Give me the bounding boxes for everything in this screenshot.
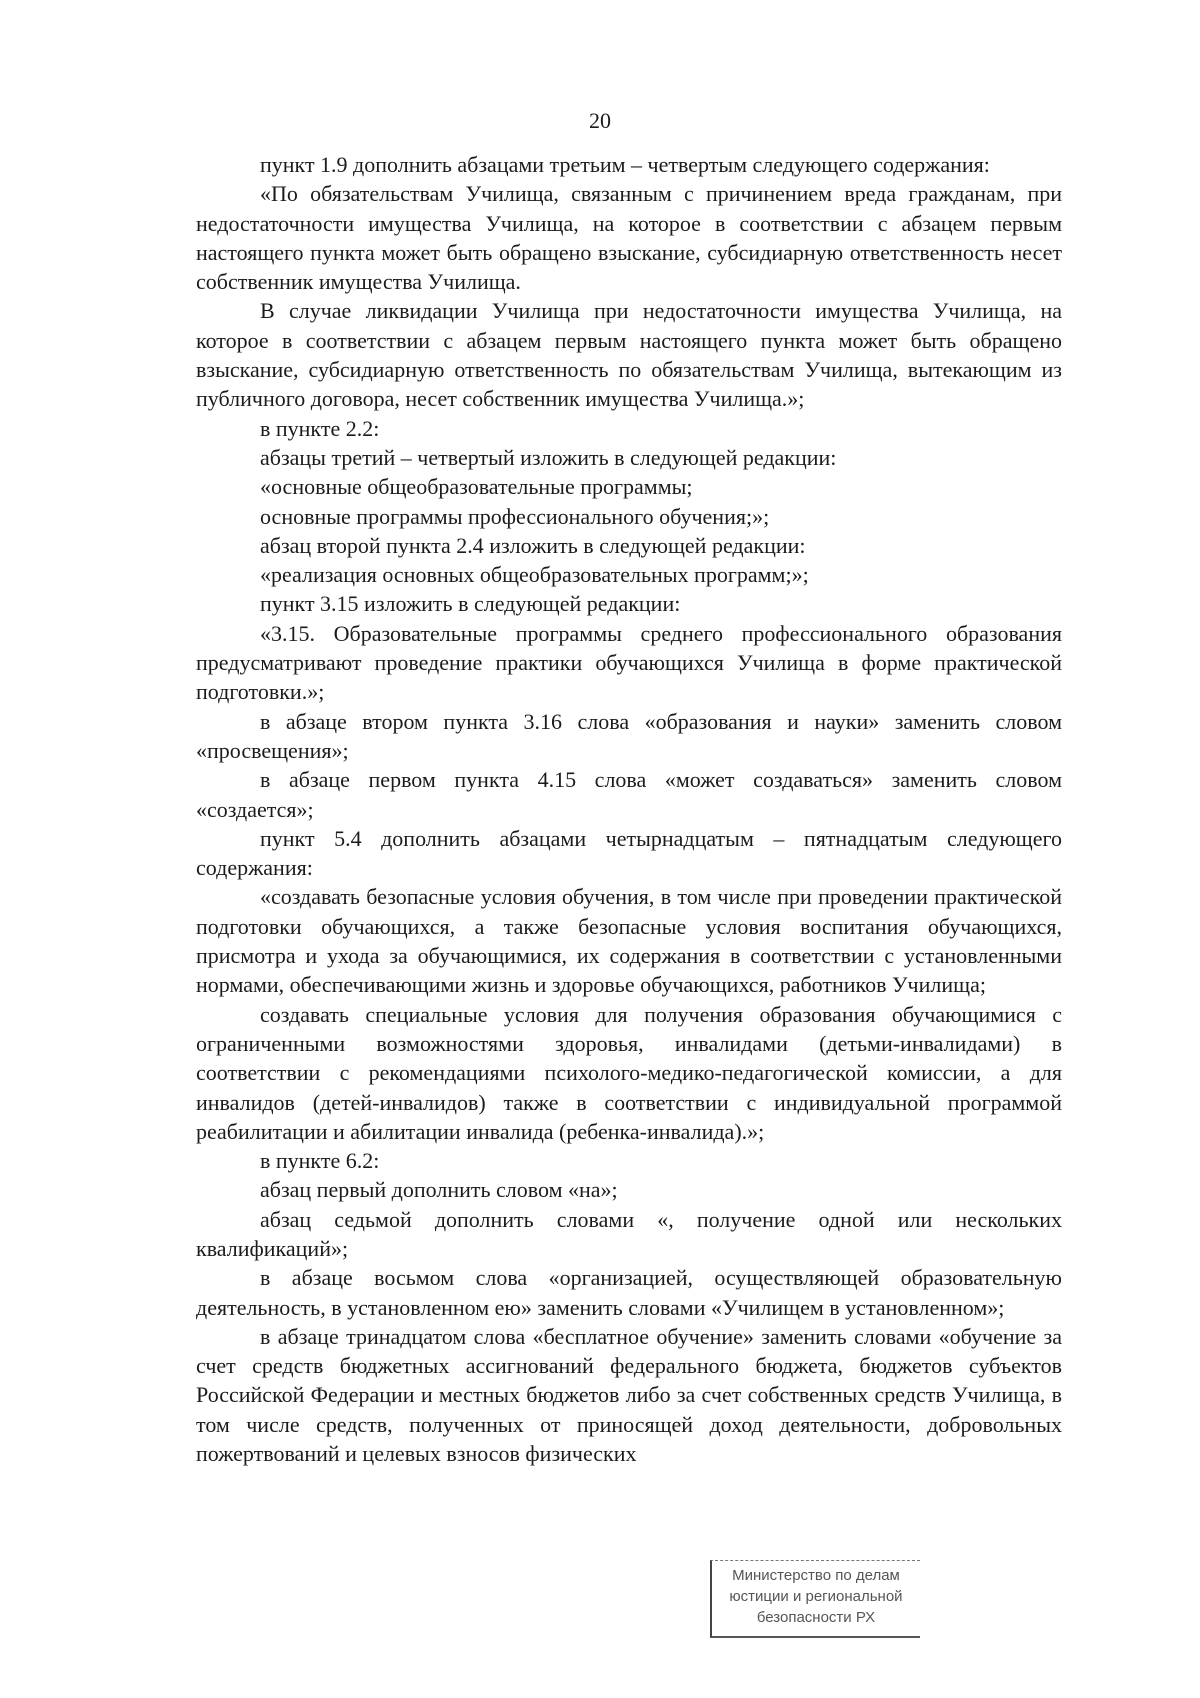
- paragraph: абзац первый дополнить словом «на»;: [260, 1177, 618, 1203]
- paragraph: создавать специальные условия для получения образования обучающимися с ограниченными возможностями здоровья, инвалидами (детьми-инвалидами) в соответствии с рекомендациями психолого-медико-педагогической комиссии, а для инвалидов (детей-инвалидов) также в соответствии с индивидуальной программой реабилитации и абилитации инвалида (ребенка-инвалида).»;: [196, 1001, 1062, 1144]
- paragraph: пункт 5.4 дополнить абзацами четырнадцатым – пятнадцатым следующего содержания:: [196, 825, 1062, 881]
- paragraph: в пункте 2.2:: [260, 415, 380, 441]
- stamp-line: Министерство по делам: [732, 1567, 900, 1584]
- paragraph: основные программы профессионального обучения;»;: [260, 503, 770, 529]
- paragraph: в абзаце втором пункта 3.16 слова «образования и науки» заменить словом «просвещения»;: [196, 708, 1062, 763]
- paragraph: пункт 1.9 дополнить абзацами третьим – четвертым следующего содержания:: [260, 152, 990, 177]
- paragraph: «основные общеобразовательные программы;: [260, 474, 693, 500]
- paragraph: В случае ликвидации Училища при недостаточности имущества Училища, на которое в соответствии с абзацем первым настоящего пункта может быть обращено взыскание, субсидиарную ответственность по обязательствам Училища, вытекающим из публичного договора, несет собственник имущества Училища.»;: [196, 298, 1062, 412]
- stamp-line: юстиции и региональной: [729, 1588, 903, 1605]
- paragraph: в абзаце тринадцатом слова «бесплатное обучение» заменить словами «обучение за счет средств бюджетных ассигнований федерального бюджета, бюджетов субъектов Российской Федерации и местных бюджетов либо за счет собственных средств Училища, в том числе средств, полученных от приносящей доход деятельности, добровольных пожертвований и целевых взносов физических: [196, 1323, 1062, 1467]
- paragraph: в пункте 6.2:: [260, 1148, 380, 1174]
- page-number: 20: [589, 108, 611, 133]
- paragraph: в абзаце восьмом слова «организацией, осуществляющей образовательную деятельность, в установленном ею» заменить словами «Училищем в установленном»;: [196, 1265, 1062, 1320]
- paragraph: пункт 3.15 изложить в следующей редакции:: [260, 591, 681, 617]
- paragraph: «3.15. Образовательные программы среднего профессионального образования предусматривают проведение практики обучающихся Училища в форме практической подготовки.»;: [196, 620, 1062, 705]
- paragraph: в абзаце первом пункта 4.15 слова «может создаваться» заменить словом «создается»;: [196, 767, 1062, 822]
- paragraph: абзацы третий – четвертый изложить в следующей редакции:: [260, 444, 837, 470]
- paragraph: абзац второй пункта 2.4 изложить в следующей редакции:: [260, 532, 806, 558]
- registration-stamp: [710, 1560, 920, 1638]
- paragraph: «реализация основных общеобразовательных программ;»;: [260, 562, 809, 588]
- paragraph: абзац седьмой дополнить словами «, получение одной или нескольких квалификаций»;: [196, 1206, 1062, 1261]
- document-body: [196, 150, 1062, 1468]
- paragraph: «По обязательствам Училища, связанным с причинением вреда гражданам, при недостаточности имущества Училища, на которое в соответствии с абзацем первым настоящего пункта может быть обращено взыскание, субсидиарную ответственность несет собственник имущества Училища.: [196, 181, 1062, 295]
- paragraph: «создавать безопасные условия обучения, в том числе при проведении практической подготовки обучающихся, а также безопасные условия воспитания обучающихся, присмотра и ухода за обучающимися, их содержания в соответствии с установленными нормами, обеспечивающими жизнь и здоровье обучающихся, работников Училища;: [196, 884, 1062, 998]
- stamp-line: безопасности РХ: [756, 1609, 876, 1626]
